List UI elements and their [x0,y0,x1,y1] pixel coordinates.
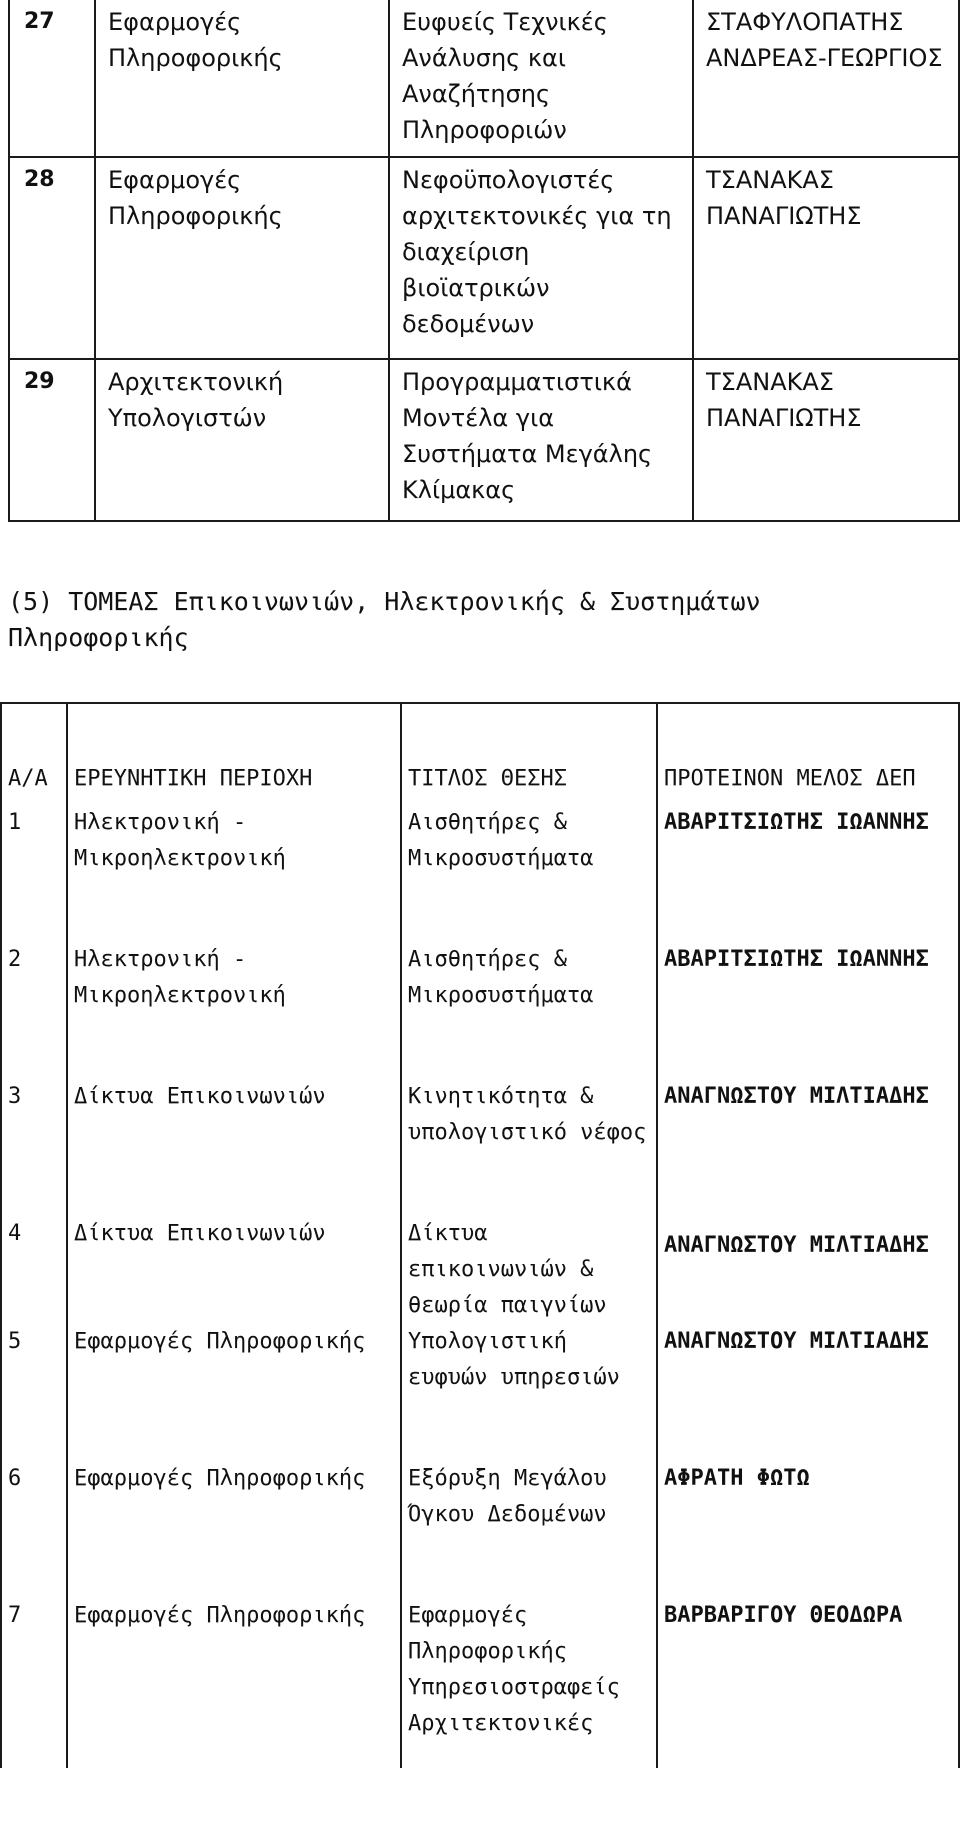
proposed-member: ΑΒΑΡΙΤΣΙΩΤΗΣ ΙΩΑΝΝΗΣ [657,942,959,1079]
research-area: Ηλεκτρονική - Μικροηλεκτρονική [67,942,401,1079]
research-area: Εφαρμογές Πληροφορικής [67,1324,401,1461]
header-number: Α/Α [1,703,67,805]
proposed-member: ΤΣΑΝΑΚΑΣ ΠΑΝΑΓΙΩΤΗΣ [693,359,959,521]
row-number: 4 [1,1216,67,1324]
research-area: Ηλεκτρονική - Μικροηλεκτρονική [67,805,401,942]
proposed-member: ΣΤΑΦΥΛΟΠΑΤΗΣ ΑΝΔΡΕΑΣ-ΓΕΩΡΓΙΟΣ [693,0,959,157]
section-heading: (5) ΤΟΜΕΑΣ Επικοινωνιών, Ηλεκτρονικής & Συστημάτων Πληροφορικής [8,587,761,652]
position-title: Νεφοϋπολογιστές αρχιτεκτονικές για τη διαχείριση βιοϊατρικών δεδομένων [389,157,693,359]
table-row [1,1598,959,1768]
row-number: 5 [1,1324,67,1461]
header-research-area: ΕΡΕΥΝΗΤΙΚΗ ΠΕΡΙΟΧΗ [67,703,401,805]
position-title: Δίκτυα επικοινωνιών & θεωρία παιγνίων [401,1216,657,1324]
table-row [9,359,959,521]
position-title: Αισθητήρες & Μικροσυστήματα [401,805,657,942]
row-number: 2 [1,942,67,1079]
position-title: Ευφυείς Τεχνικές Ανάλυσης και Αναζήτησης Πληροφοριών [389,0,693,157]
row-number: 3 [1,1079,67,1216]
row-number: 27 [9,0,95,157]
table-row [1,1324,959,1461]
proposed-member: ΒΑΡΒΑΡΙΓΟΥ ΘΕΟΔΩΡΑ [657,1598,959,1768]
proposed-member: ΤΣΑΝΑΚΑΣ ΠΑΝΑΓΙΩΤΗΣ [693,157,959,359]
research-area: Δίκτυα Επικοινωνιών [67,1079,401,1216]
research-area: Εφαρμογές Πληροφορικής [67,1461,401,1598]
position-title: Αισθητήρες & Μικροσυστήματα [401,942,657,1079]
row-number: 7 [1,1598,67,1768]
table-row [1,1079,959,1216]
proposed-member: ΑΝΑΓΝΩΣΤΟΥ ΜΙΛΤΙΑΔΗΣ [657,1324,959,1461]
research-area: Δίκτυα Επικοινωνιών [67,1216,401,1324]
table-row [1,805,959,942]
row-number: 6 [1,1461,67,1598]
position-title: Προγραμματιστικά Μοντέλα για Συστήματα Μεγάλης Κλίμακας [389,359,693,521]
research-area: Εφαρμογές Πληροφορικής [95,0,389,157]
position-title: Εφαρμογές Πληροφορικής Υπηρεσιοστραφείς Αρχιτεκτονικές [401,1598,657,1768]
table-row [1,942,959,1079]
proposed-member: ΑΦΡΑΤΗ ΦΩΤΩ [657,1461,959,1598]
positions-table-continued [8,0,960,522]
research-area: Αρχιτεκτονική Υπολογιστών [95,359,389,521]
research-area: Εφαρμογές Πληροφορικής [67,1598,401,1768]
table-row [9,0,959,157]
table-header-row [1,703,959,805]
position-title: Κινητικότητα & υπολογιστικό νέφος [401,1079,657,1216]
header-proposed-member: ΠΡΟΤΕΙΝΟΝ ΜΕΛΟΣ ΔΕΠ [657,703,959,805]
table-row [1,1461,959,1598]
proposed-member: ΑΝΑΓΝΩΣΤΟΥ ΜΙΛΤΙΑΔΗΣ [657,1216,959,1324]
position-title: Εξόρυξη Μεγάλου Όγκου Δεδομένων [401,1461,657,1598]
table-row [1,1216,959,1324]
row-number: 29 [9,359,95,521]
table-row [9,157,959,359]
row-number: 1 [1,805,67,942]
research-area: Εφαρμογές Πληροφορικής [95,157,389,359]
proposed-member: ΑΝΑΓΝΩΣΤΟΥ ΜΙΛΤΙΑΔΗΣ [657,1079,959,1216]
proposed-member: ΑΒΑΡΙΤΣΙΩΤΗΣ ΙΩΑΝΝΗΣ [657,805,959,942]
row-number: 28 [9,157,95,359]
positions-table [0,702,960,1768]
position-title: Υπολογιστική ευφυών υπηρεσιών [401,1324,657,1461]
header-position-title: ΤΙΤΛΟΣ ΘΕΣΗΣ [401,703,657,805]
